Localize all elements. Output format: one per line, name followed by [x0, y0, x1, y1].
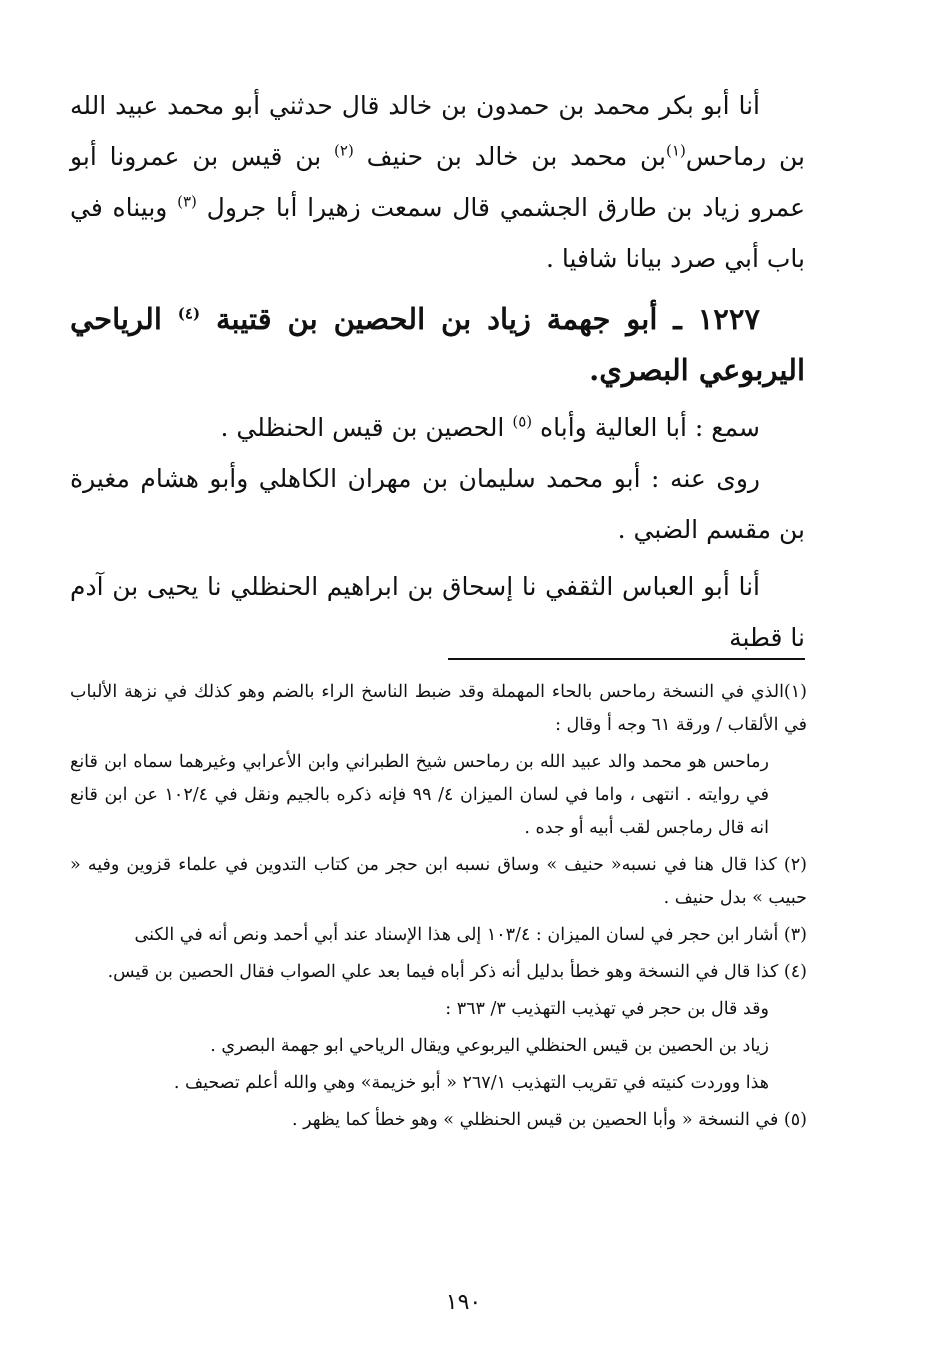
footnote-4-quote: زياد بن الحصين بن قيس الحنظلي اليربوعي ويقال الرياحي ابو جهمة البصري .	[210, 1036, 769, 1056]
page-number: ١٩٠	[445, 1290, 482, 1315]
footnote-4-quote-intro: وقد قال بن حجر في تهذيب التهذيب ٣/ ٣٦٣ :	[445, 999, 769, 1019]
text-run: بن محمد بن خالد بن حنيف	[353, 142, 667, 171]
heading-text: ١٢٢٧ ـ أبو جهمة زياد بن الحصين بن قتيبة	[200, 302, 760, 336]
text-run: سمع : أبا العالية وأباه	[532, 413, 760, 442]
entry-heading	[70, 294, 805, 396]
footnote-1-continuation: رماحس هو محمد والد عبيد الله بن رماحس شيخ الطبراني وابن الأعرابي وغيرهما سماه ابن قانع في روايته . انتهى ، واما في لسان الميزان ٤/ ٩٩ فإنه ذكره بالجيم ونقل في ١٠٢/٤ عن ابن قانع انه قال رماجس لقب أبيه أو جده .	[70, 752, 769, 838]
footnote-1: (١)الذي في النسخة رماحس بالحاء المهملة وقد ضبط الناسخ الراء بالضم وهو كذلك في نزهة الألباب في الألقاب / ورقة ٦١ وجه أ وقال :	[70, 682, 807, 735]
footnote-marker-3: (٣)	[177, 192, 197, 211]
footnotes	[70, 676, 807, 1141]
rawa-paragraph: روى عنه : أبو محمد سليمان بن مهران الكاهلي وأبو هشام مغيرة بن مقسم الضبي .	[70, 464, 805, 544]
footnote-5: (٥) في النسخة « وأبا الحصين بن قيس الحنظلي » وهو خطأ كما يظهر .	[291, 1110, 807, 1130]
footnote-marker-2: (٢)	[334, 141, 354, 160]
footnote-separator	[448, 658, 805, 660]
heading-text: الرياحي اليربوعي البصري.	[70, 302, 805, 387]
footnote-marker-5: (٥)	[512, 412, 533, 431]
isnad-paragraph	[70, 80, 805, 284]
text-run: وبيناه في باب أبي صرد بيانا شافيا .	[70, 193, 805, 273]
footnote-4-note: هذا ووردت كنيته في تقريب التهذيب ٢٦٧/١ « أبو خزيمة» وهي والله أعلم تصحيف .	[173, 1073, 769, 1093]
footnote-marker-4: (٤)	[177, 304, 201, 323]
footnote-marker-1: (١)	[666, 141, 686, 160]
text-run: أنا أبو بكر محمد بن حمدون بن خالد قال حدثني أبو محمد عبيد الله بن رماحس	[70, 91, 806, 171]
text-run: بن قيس بن عمرونا أبو عمرو زياد بن طارق الجشمي قال سمعت زهيرا أبا جرول	[70, 142, 805, 222]
footnote-4: (٤) كذا قال في النسخة وهو خطأ بدليل أنه ذكر أباه فيما بعد علي الصواب فقال الحصين بن قيس.	[107, 962, 807, 982]
text-run: الحصين بن قيس الحنظلي .	[220, 413, 513, 442]
footnote-2: (٢) كذا قال هنا في نسبه« حنيف » وساق نسبه ابن حجر من كتاب التدوين في علماء قزوين وفيه « حبيب » بدل حنيف .	[70, 855, 807, 908]
sama-paragraph	[70, 402, 805, 453]
footnote-3: (٣) أشار ابن حجر في لسان الميزان : ١٠٣/٤ إلى هذا الإسناد عند أبي أحمد ونص أنه في الكنى	[134, 925, 807, 945]
last-paragraph: أنا أبو العباس الثقفي نا إسحاق بن ابراهيم الحنظلي نا يحيى بن آدم نا قطبة	[70, 572, 805, 652]
main-text	[70, 80, 805, 663]
